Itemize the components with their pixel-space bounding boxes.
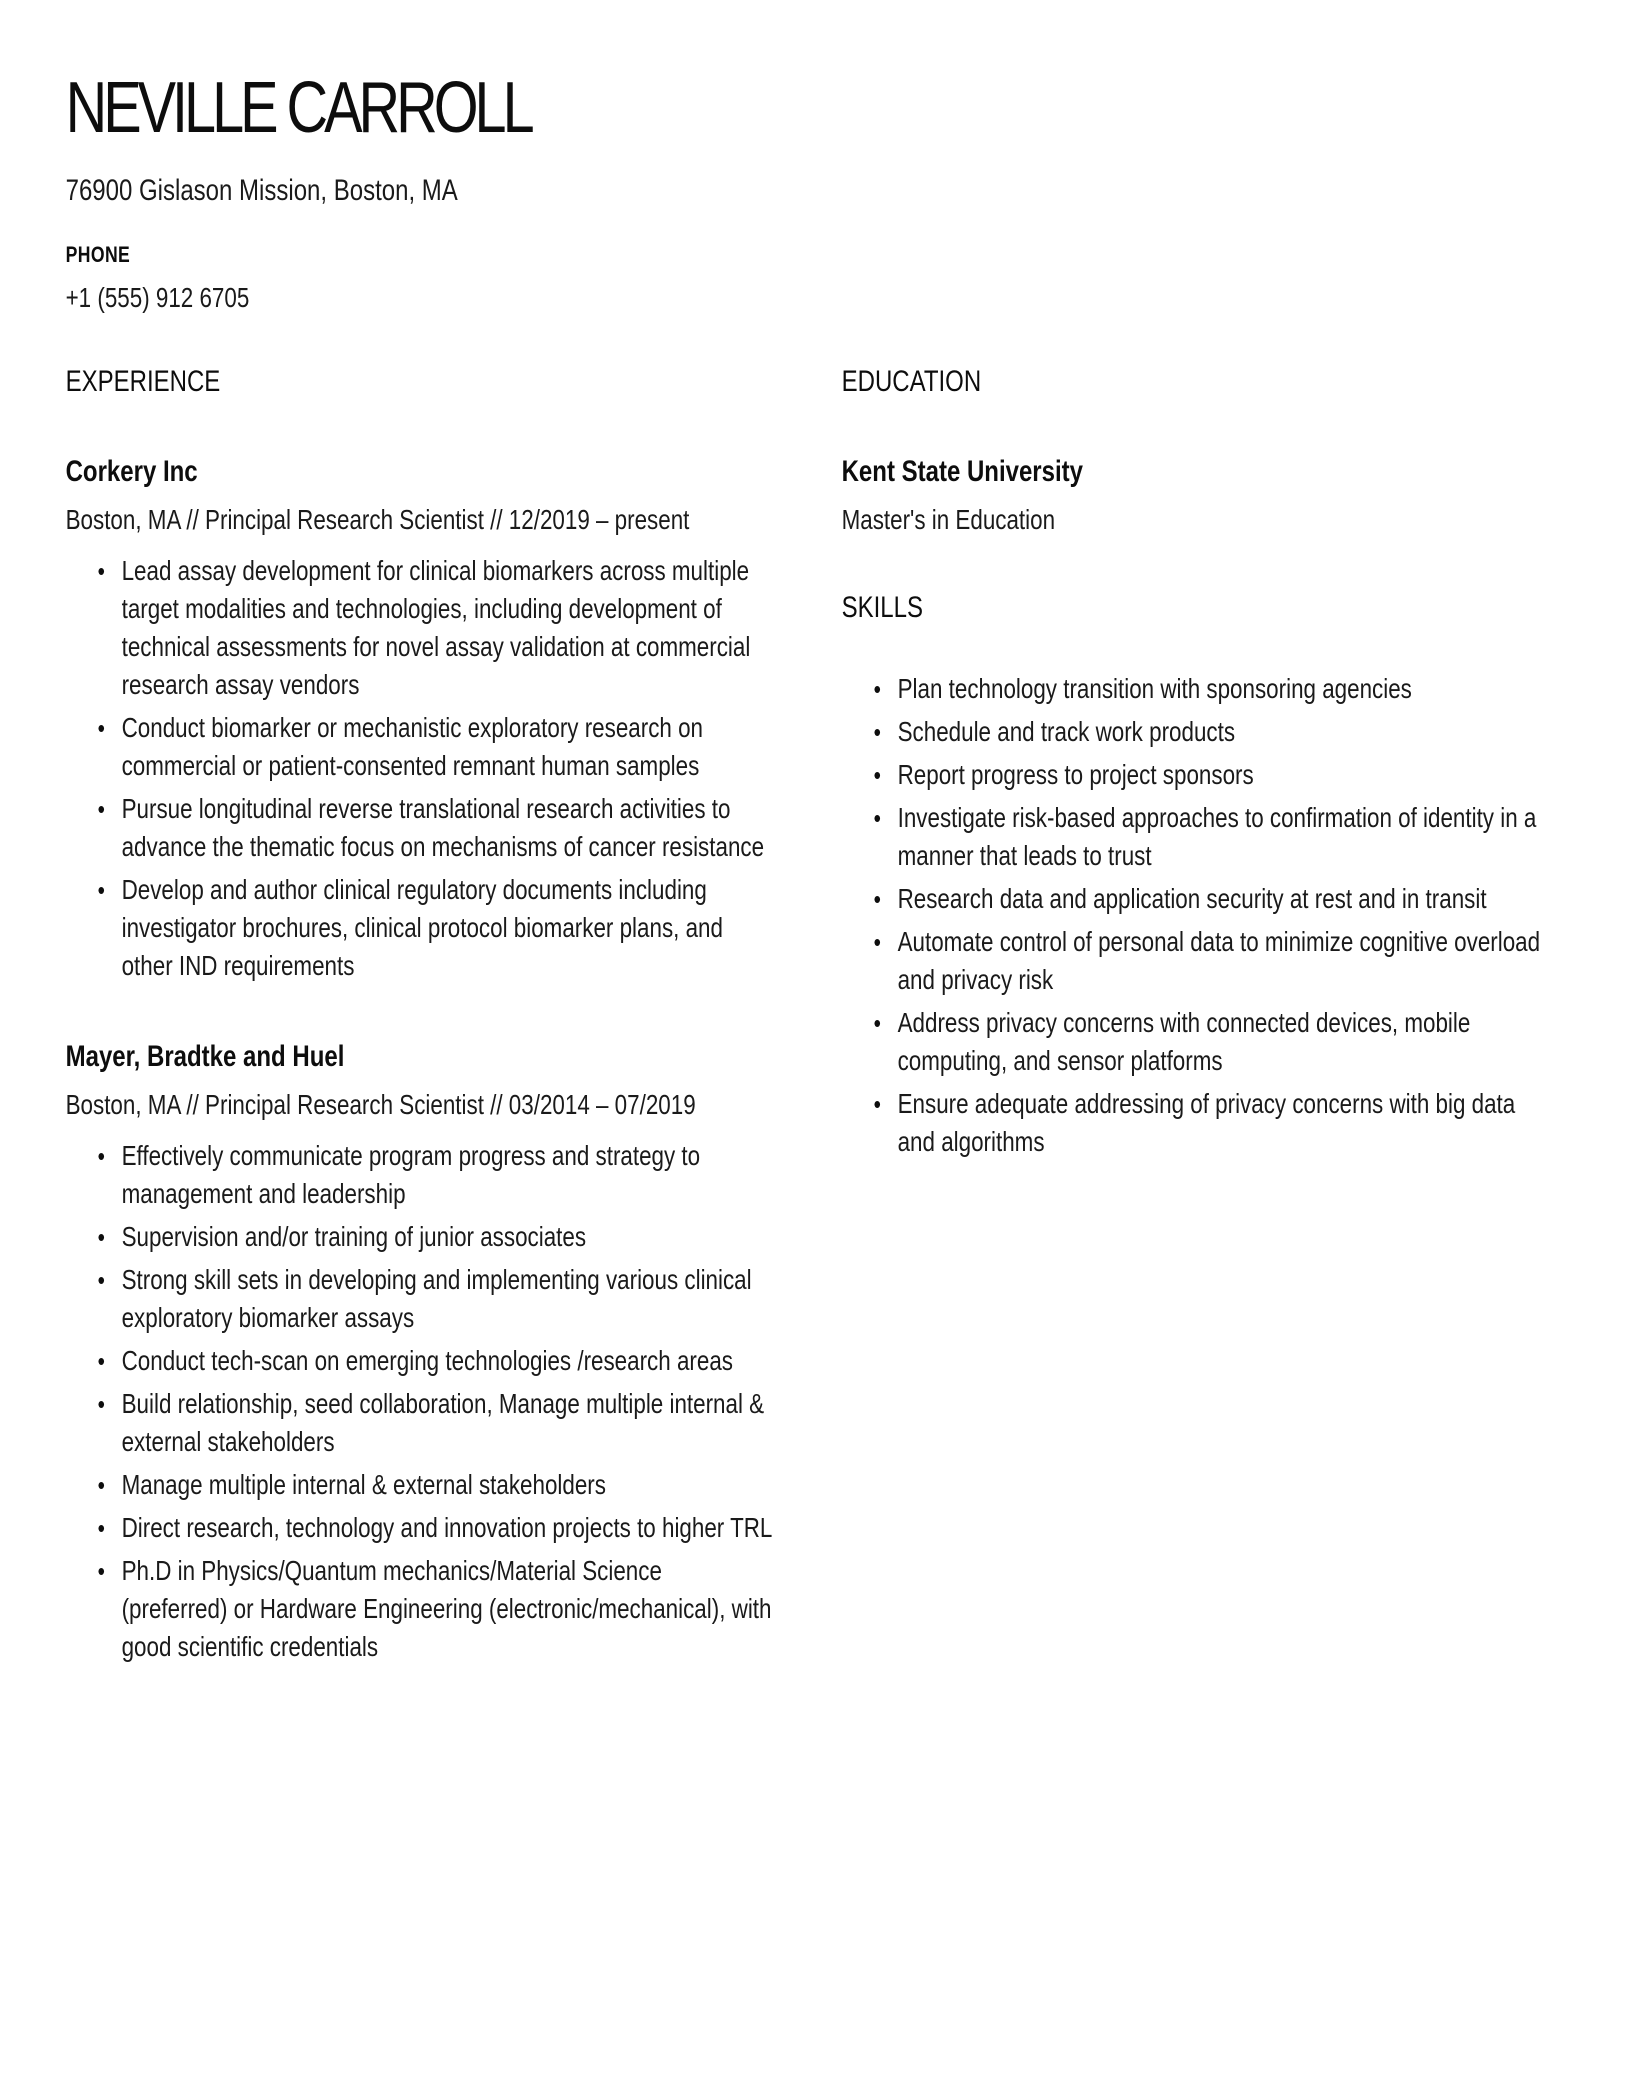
resume-columns xyxy=(66,362,1567,1671)
skill-item: • Address privacy concerns with connected devices, mobile computing, and sensor platforms xyxy=(898,1004,1567,1080)
education-section-title: EDUCATION xyxy=(841,365,982,398)
job-meta: Boston, MA // Principal Research Scientist // 12/2019 – present xyxy=(65,504,690,535)
skill-item: • Plan technology transition with sponsoring agencies xyxy=(898,670,1567,708)
bullet-item: • Pursue longitudinal reverse translational research activities to advance the thematic focus on mechanisms of cancer resistance xyxy=(122,790,786,866)
school-name: Kent State University xyxy=(841,455,1084,488)
bullet-item: • Lead assay development for clinical biomarkers across multiple target modalities and technologies, including development of technical assessments for novel assay validation at commercial research assay vendors xyxy=(122,552,786,704)
bullet-item: • Effectively communicate program progress and strategy to management and leadership xyxy=(122,1137,786,1213)
bullet-item: • Develop and author clinical regulatory documents including investigator brochures, clinical protocol biomarker plans, and other IND requirements xyxy=(122,871,786,985)
skill-item: • Ensure adequate addressing of privacy concerns with big data and algorithms xyxy=(898,1085,1567,1161)
bullet-item: • Supervision and/or training of junior associates xyxy=(122,1218,786,1256)
job-meta: Boston, MA // Principal Research Scientist // 03/2014 – 07/2019 xyxy=(65,1089,696,1120)
experience-section-title: EXPERIENCE xyxy=(65,365,221,398)
bullet-item: • Conduct biomarker or mechanistic exploratory research on commercial or patient-consented remnant human samples xyxy=(122,709,786,785)
bullet-item: • Conduct tech-scan on emerging technologies /research areas xyxy=(122,1342,786,1380)
skills-list xyxy=(842,670,1567,1161)
candidate-address: 76900 Gislason Mission, Boston, MA xyxy=(65,174,458,207)
bullet-item: • Ph.D in Physics/Quantum mechanics/Material Science (preferred) or Hardware Engineering (electronic/mechanical), with good scientific credentials xyxy=(122,1552,786,1666)
school-entry xyxy=(842,452,1567,540)
bullet-item: • Build relationship, seed collaboration, Manage multiple internal & external stakeholders xyxy=(122,1385,786,1461)
section-education xyxy=(842,362,1567,540)
skill-item: • Report progress to project sponsors xyxy=(898,756,1567,794)
degree-name: Master's in Education xyxy=(841,504,1056,535)
bullet-item: • Manage multiple internal & external stakeholders xyxy=(122,1466,786,1504)
company-name: Corkery Inc xyxy=(65,455,198,488)
job-entry-mayer xyxy=(66,1037,786,1666)
job-bullet-list xyxy=(66,552,786,985)
job-entry-corkery xyxy=(66,452,786,985)
skill-item: • Investigate risk-based approaches to confirmation of identity in a manner that leads to trust xyxy=(898,799,1567,875)
company-name: Mayer, Bradtke and Huel xyxy=(65,1040,345,1073)
section-experience xyxy=(66,362,786,1666)
bullet-item: • Direct research, technology and innovation projects to higher TRL xyxy=(122,1509,786,1547)
section-skills xyxy=(842,588,1567,1161)
education-skills-column xyxy=(842,362,1567,1671)
bullet-item: • Strong skill sets in developing and implementing various clinical exploratory biomarker assays xyxy=(122,1261,786,1337)
skill-item: • Automate control of personal data to minimize cognitive overload and privacy risk xyxy=(898,923,1567,999)
candidate-name: NEVILLE CARROLL xyxy=(65,68,531,148)
experience-column xyxy=(66,362,842,1671)
job-bullet-list xyxy=(66,1137,786,1666)
phone-label: PHONE xyxy=(65,242,131,267)
phone-number: +1 (555) 912 6705 xyxy=(65,282,250,313)
resume-header xyxy=(66,68,1567,318)
skills-section-title: SKILLS xyxy=(841,591,923,624)
skill-item: • Schedule and track work products xyxy=(898,713,1567,751)
skill-item: • Research data and application security at rest and in transit xyxy=(898,880,1567,918)
